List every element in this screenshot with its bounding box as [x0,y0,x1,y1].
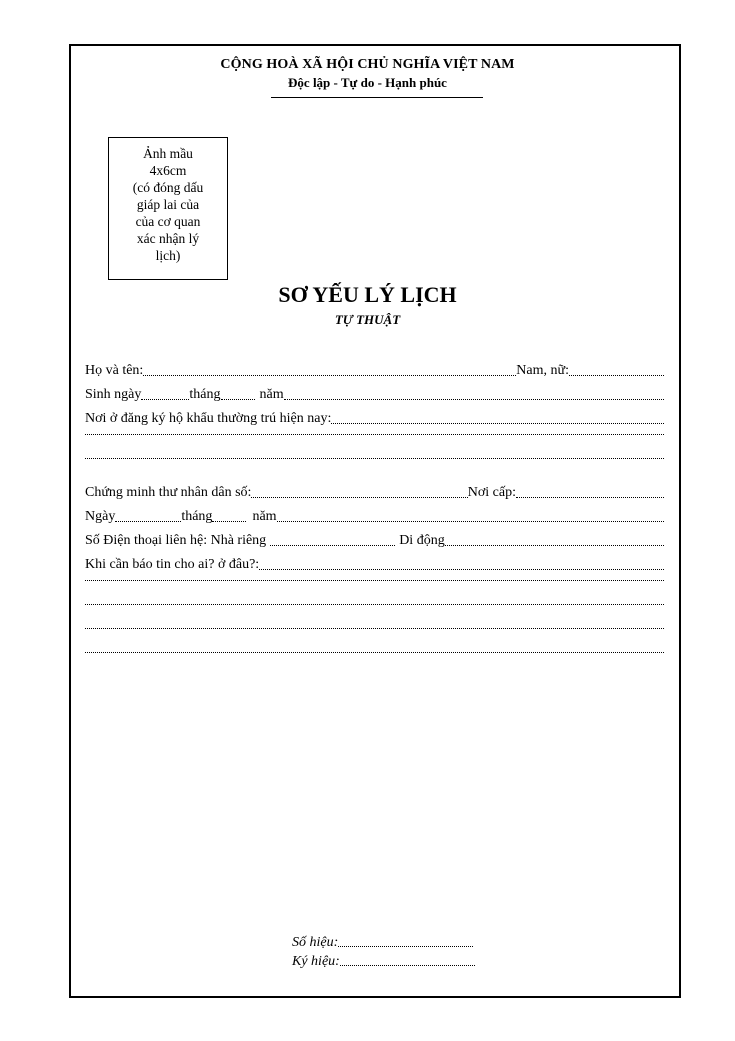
issue-month-field[interactable] [212,521,246,522]
so-hieu-label: Số hiệu: [292,935,339,950]
photo-placeholder[interactable] [108,137,228,280]
name-label: Họ và tên: [85,363,144,378]
residence-field[interactable] [331,423,664,424]
dob-row [85,386,664,404]
photo-text-line: lịch) [155,248,181,263]
issue-year-label: năm [252,509,277,524]
contact-label: Khi cần báo tin cho ai? ở đâu?: [85,557,260,572]
contact-line-2 [85,580,664,585]
dob-year-field[interactable] [284,399,664,400]
dob-month-field[interactable] [221,399,255,400]
residence-row [85,410,664,428]
ky-hieu-field[interactable] [340,965,475,966]
so-hieu-row [292,935,473,951]
name-row [85,362,664,380]
issue-year-field[interactable] [277,521,664,522]
contact-line-5 [85,652,664,657]
residence-field-extra[interactable] [85,458,664,459]
id-label: Chứng minh thư nhân dân số: [85,485,252,500]
ky-hieu-label: Ký hiệu: [292,954,340,969]
issue-month-label: tháng [181,509,213,524]
so-hieu-field[interactable] [338,946,473,947]
contact-field-extra[interactable] [85,628,664,629]
form-title: SƠ YẾU LÝ LỊCH [278,282,457,307]
gender-field[interactable] [569,375,664,376]
issued-place-label: Nơi cấp: [467,485,516,500]
residence-field-extra[interactable] [85,434,664,435]
contact-field-extra[interactable] [85,604,664,605]
gender-label: Nam, nữ: [516,363,569,378]
form-subtitle: TỰ THUẬT [334,312,401,327]
photo-text-line: của cơ quan [135,214,201,229]
contact-row [85,556,664,574]
issue-day-field[interactable] [115,521,181,522]
residence-label: Nơi ở đăng ký hộ khẩu thường trú hiện nay: [85,411,332,426]
dob-day-field[interactable] [141,399,189,400]
issue-date-row [85,508,664,526]
id-row [85,484,664,502]
residence-line-3 [85,458,664,463]
national-motto: Độc lập - Tự do - Hạnh phúc [288,75,447,90]
photo-text-line: xác nhận lý [136,231,200,246]
photo-text-line: 4x6cm [149,163,187,178]
motto-underline [271,97,483,98]
phone-row [85,532,664,550]
mobile-label: Di động [399,533,445,548]
dob-month-label: tháng [189,387,221,402]
contact-field-extra[interactable] [85,580,664,581]
contact-field-extra[interactable] [85,652,664,653]
contact-line-4 [85,628,664,633]
photo-text-line: giáp lai của [136,197,200,212]
issued-place-field[interactable] [516,497,664,498]
contact-field[interactable] [259,569,664,570]
ky-hieu-row [292,954,475,970]
name-field[interactable] [143,375,516,376]
contact-line-3 [85,604,664,609]
mobile-field[interactable] [445,545,664,546]
id-number-field[interactable] [251,497,467,498]
photo-text-line: (có đóng dấu [132,180,204,195]
home-phone-field[interactable] [270,545,395,546]
issue-day-label: Ngày [85,509,116,524]
national-title: CỘNG HOÀ XÃ HỘI CHỦ NGHĨA VIỆT NAM [220,57,515,72]
residence-line-2 [85,434,664,439]
dob-day-label: Sinh ngày [85,387,142,402]
photo-text-line: Ảnh mầu [143,146,193,161]
home-phone-label: Số Điện thoại liên hệ: Nhà riêng [85,533,267,548]
dob-year-label: năm [259,387,284,402]
